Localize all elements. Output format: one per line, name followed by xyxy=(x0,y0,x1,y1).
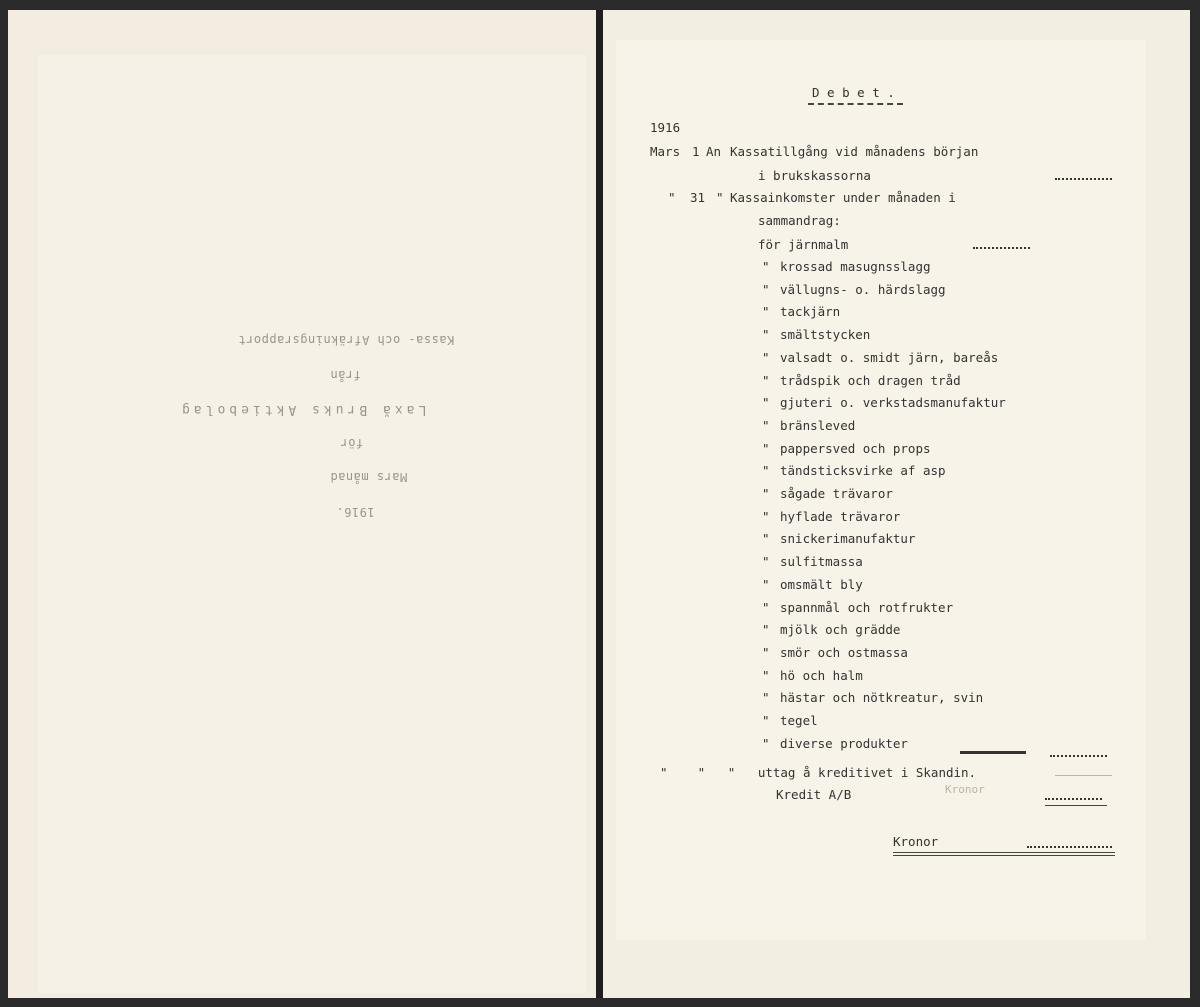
cover-company: Laxå Bruks Aktiebolag xyxy=(178,402,427,417)
entry-day: 1 xyxy=(692,144,700,159)
income-item: tackjärn xyxy=(780,304,841,319)
item-ditto-mark: " xyxy=(762,736,770,751)
entry-ditto: An xyxy=(706,144,722,159)
income-item: hö och halm xyxy=(780,668,863,683)
income-item: bränsleved xyxy=(780,418,856,433)
total-rule xyxy=(1045,805,1107,806)
item-ditto-mark: " xyxy=(762,395,770,410)
item-ditto-mark: " xyxy=(762,509,770,524)
entry-text: i brukskassorna xyxy=(758,168,871,183)
item-ditto-mark: " xyxy=(762,690,770,705)
left-inner-sheet xyxy=(38,55,586,993)
entry-day: 31 xyxy=(690,190,706,205)
ghost-kronor: Kronor xyxy=(945,783,985,796)
income-item: spannmål och rotfrukter xyxy=(780,600,954,615)
amount-dots xyxy=(1045,798,1102,800)
entry-month: " xyxy=(668,190,676,205)
income-item: tegel xyxy=(780,713,818,728)
income-item: hästar och nötkreatur, svin xyxy=(780,690,984,705)
income-item: omsmält bly xyxy=(780,577,863,592)
cover-from: från xyxy=(330,368,361,382)
item-ditto-mark: " xyxy=(762,373,770,388)
income-item: tändsticksvirke af asp xyxy=(780,463,946,478)
item-ditto-mark: " xyxy=(762,282,770,297)
subtotal-rule xyxy=(960,751,1026,754)
item-ditto-mark: " xyxy=(762,441,770,456)
income-item: sågade trävaror xyxy=(780,486,893,501)
item-ditto-mark: " xyxy=(762,350,770,365)
income-item: mjölk och grädde xyxy=(780,622,901,637)
income-item: diverse produkter xyxy=(780,736,908,751)
book-gutter xyxy=(596,10,603,998)
item-ditto-mark: " xyxy=(762,486,770,501)
amount-dots xyxy=(1027,846,1112,848)
kronor-rule xyxy=(893,852,1115,853)
income-item: gjuteri o. verkstadsmanufaktur xyxy=(780,395,1006,410)
item-ditto-mark: " xyxy=(762,645,770,660)
item-ditto-mark: " xyxy=(762,600,770,615)
entry-text: Kassainkomster under månaden i xyxy=(730,190,956,205)
item-ditto-mark: " xyxy=(762,327,770,342)
ledger-year: 1916 xyxy=(650,120,681,135)
cover-month: Mars månad xyxy=(330,470,408,484)
uttag-line: " " " uttag å kreditivet i Skandin. xyxy=(660,765,977,780)
cover-year: 1916. xyxy=(336,505,375,519)
heading-underline xyxy=(808,103,903,105)
item-ditto-mark: " xyxy=(762,668,770,683)
income-item: pappersved och props xyxy=(780,441,931,456)
item-ditto-mark: " xyxy=(762,622,770,637)
income-item: vällugns- o. härdslagg xyxy=(780,282,946,297)
income-item: smör och ostmassa xyxy=(780,645,908,660)
item-ditto-mark: " xyxy=(762,304,770,319)
cover-title: Kassa- och Afräkningsrapport xyxy=(238,333,455,347)
income-item: sulfitmassa xyxy=(780,554,863,569)
cover-for: för xyxy=(340,436,364,450)
kronor-rule-double xyxy=(893,855,1115,856)
income-item: hyflade trävaror xyxy=(780,509,901,524)
entry-text: Kassatillgång vid månadens början xyxy=(730,144,979,159)
entry-text: för järnmalm xyxy=(758,237,849,252)
ledger-heading: D e b e t . xyxy=(812,85,895,100)
kredit-label: Kredit A/B xyxy=(776,787,852,802)
item-ditto-mark: " xyxy=(762,713,770,728)
item-ditto-mark: " xyxy=(762,463,770,478)
amount-dots xyxy=(1050,755,1107,757)
item-ditto-mark: " xyxy=(762,259,770,274)
entry-ditto: " xyxy=(716,190,724,205)
kronor-label: Kronor xyxy=(893,834,939,849)
entry-month: Mars xyxy=(650,144,681,159)
item-ditto-mark: " xyxy=(762,418,770,433)
item-ditto-mark: " xyxy=(762,577,770,592)
income-item: trådspik och dragen tråd xyxy=(780,373,961,388)
item-ditto-mark: " xyxy=(762,554,770,569)
income-item: snickerimanufaktur xyxy=(780,531,916,546)
income-item: krossad masugnsslagg xyxy=(780,259,931,274)
amount-dots xyxy=(973,247,1030,249)
item-ditto-mark: " xyxy=(762,531,770,546)
income-item: smältstycken xyxy=(780,327,871,342)
income-item: valsadt o. smidt järn, bareås xyxy=(780,350,999,365)
faint-rule xyxy=(1055,775,1112,776)
entry-text: sammandrag: xyxy=(758,213,841,228)
amount-dots xyxy=(1055,178,1112,180)
